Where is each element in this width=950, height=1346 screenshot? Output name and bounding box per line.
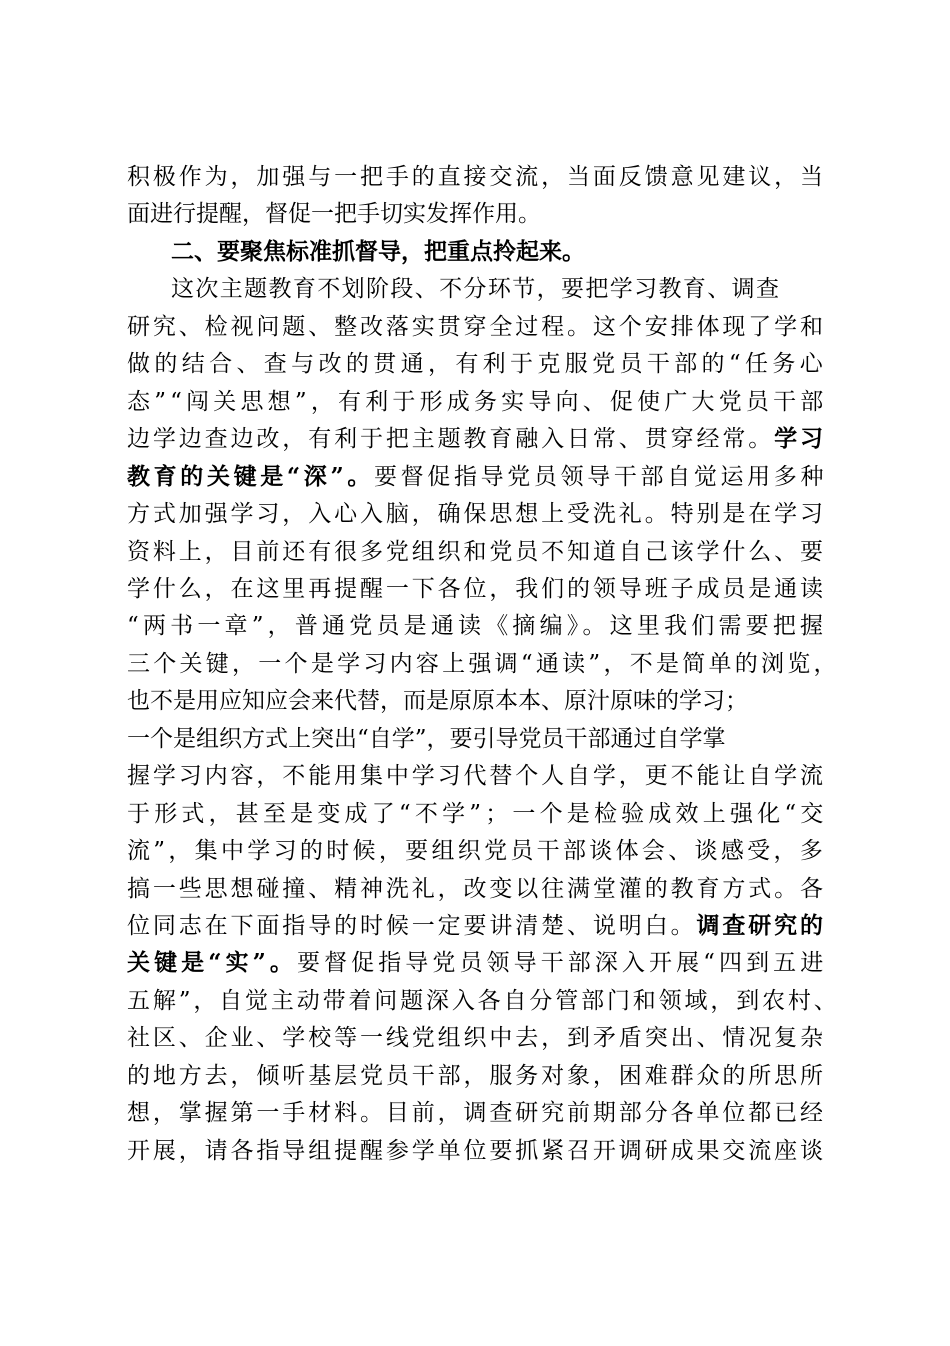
text-line [127,162,826,192]
body-text: 三个关键，一个是学习内容上强调“通读”，不是简单的浏览， [127,650,840,677]
body-text: 研究、检视问题、整改落实贯穿全过程。这个安排体现了学和 [127,313,826,340]
body-text: “两书一章”，普通党员是通读《摘编》。这里我们需要把握 [127,613,828,640]
body-text: 的地方去，倾听基层党员干部，服务对象，困难群众的所思所 [127,1062,826,1089]
body-text: 方式加强学习，入心入脑，确保思想上受洗礼。特别是在学习 [127,501,826,528]
body-text: 做的结合、查与改的贯通，有利于克服党员干部的“任务心 [127,351,828,378]
body-text: 积极作为，加强与一把手的直接交流，当面反馈意见建议，当 [127,164,826,190]
bold-text: 学习 [774,425,826,453]
text-line [127,836,826,866]
text-line [127,199,541,229]
text-line [127,1023,826,1053]
body-text: 学什么，在这里再提醒一下各位，我们的领导班子成员是通读 [127,575,826,602]
body-text: 也不是用应知应会来代替，而是原原本本、原汁原味的学习； [127,688,748,715]
body-text: 位同志在下面指导的时候一定要讲清楚、说明白。 [127,913,697,939]
text-line [127,649,840,679]
text-line [127,724,726,754]
text-line [127,1136,826,1166]
text-line [127,874,826,904]
body-text: 五解”，自觉主动带着问题深入各自分管部门和领域，到农村、 [127,987,840,1014]
text-line [171,274,780,304]
text-line [127,911,826,941]
body-text: 搞一些思想碰撞、精神洗礼，改变以往满堂灌的教育方式。各 [127,875,826,902]
text-line [127,537,826,567]
text-line [127,948,827,978]
text-line [127,349,827,379]
body-text: 面进行提醒，督促一把手切实发挥作用。 [127,201,541,228]
bold-text: 关键是“实”。 [127,949,297,977]
body-text: 想，掌握第一手材料。目前，调查研究前期部分各单位都已经 [127,1100,826,1127]
body-text: 一个是组织方式上突出“自学”，要引导党员干部通过自学掌 [127,725,726,752]
body-text: 握学习内容，不能用集中学习代替个人自学，更不能让自学流 [127,763,826,790]
bold-text: 二、要聚焦标准抓督导，把重点拎起来。 [171,237,585,265]
bold-text: 教育的关键是“深”。 [127,462,374,490]
text-line [127,686,748,716]
text-line [127,611,827,641]
text-line [127,574,826,604]
body-text: 于形式，甚至是变成了“不学”；一个是检验成效上强化“交 [127,800,828,827]
body-text: 这次主题教育不划阶段、不分环节，要把学习教育、调查 [171,276,781,303]
text-line [171,237,585,267]
body-text: 流”，集中学习的时候，要组织党员干部谈体会、谈感受，多 [127,838,827,865]
body-text: 态”“闯关思想”，有利于形成务实导向、促使广大党员干部 [127,388,828,415]
body-text: 社区、企业、学校等一线党组织中去，到矛盾突出、情况复杂 [127,1025,826,1052]
text-line [127,1061,826,1091]
text-line [127,1098,826,1128]
text-line [127,986,840,1016]
text-line [127,462,827,492]
text-line [127,424,826,454]
text-line [127,799,827,829]
text-line [127,387,827,417]
body-text: 边学边查边改，有利于把主题教育融入日常、贯穿经常。 [127,426,775,453]
body-text: 要督促指导党员领导干部深入开展“四到五进 [297,950,828,977]
body-text: 开展，请各指导组提醒参学单位要抓紧召开调研成果交流座谈 [127,1137,826,1164]
body-text: 资料上，目前还有很多党组织和党员不知道自己该学什么、要 [127,538,826,565]
text-line [127,761,826,791]
bold-text: 调查研究的 [696,912,826,939]
text-line [127,499,826,529]
body-text: 要督促指导党员领导干部自觉运用多种 [374,463,828,490]
text-line [127,312,826,342]
